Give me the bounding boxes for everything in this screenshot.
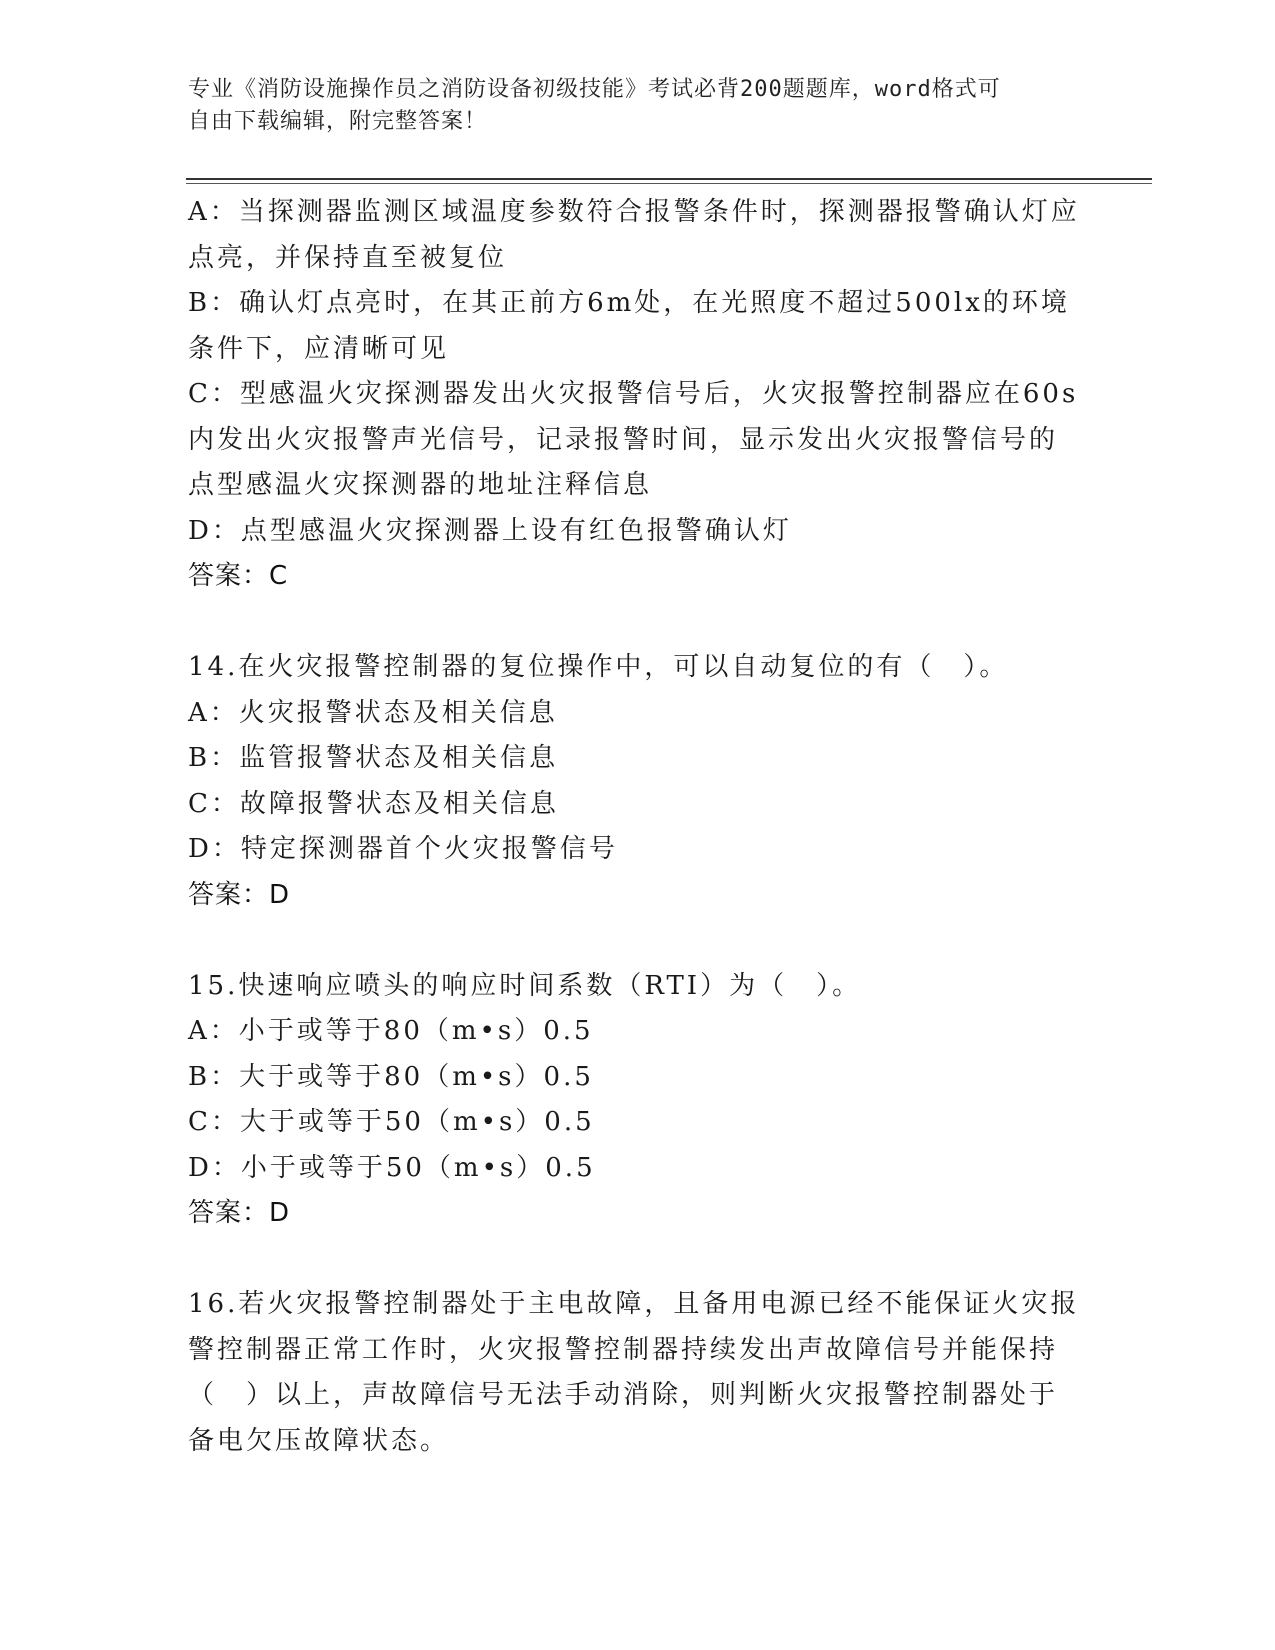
question-15-stem: 15.快速响应喷头的响应时间系数（RTI）为（ ）。 <box>188 970 862 1001</box>
option-d-line-1: D：点型感温火灾探测器上设有红色报警确认灯 <box>188 515 792 546</box>
option-d: D：小于或等于50（m•s）0.5 <box>188 1152 596 1183</box>
question-13-options <box>188 190 1078 600</box>
option-c: C：大于或等于50（m•s）0.5 <box>188 1107 595 1137</box>
question-content <box>188 190 1078 1464</box>
option-b-line-2: 条件下，应清晰可见 <box>188 333 450 364</box>
answer-15: 答案：D <box>188 1198 291 1228</box>
question-14-stem: 14.在火灾报警控制器的复位操作中，可以自动复位的有（ ）。 <box>188 652 1009 682</box>
spacer <box>188 918 1078 964</box>
question-16 <box>188 1282 1078 1464</box>
question-16-stem-line-3: （ ）以上，声故障信号无法手动消除，则判断火灾报警控制器处于 <box>188 1380 1059 1410</box>
option-c-line-3: 点型感温火灾探测器的地址注释信息 <box>188 470 653 500</box>
question-16-stem-line-1: 16.若火灾报警控制器处于主电故障，且备用电源已经不能保证火灾报 <box>188 1289 1080 1319</box>
option-b-line-1: B：确认灯点亮时，在其正前方6m处，在光照度不超过500lx的环境 <box>188 288 1070 318</box>
spacer <box>188 1237 1078 1283</box>
header-line-2: 自由下载编辑，附完整答案！ <box>188 109 488 134</box>
option-d: D：特定探测器首个火灾报警信号 <box>188 834 618 864</box>
option-b: B：监管报警状态及相关信息 <box>188 743 559 773</box>
spacer <box>188 600 1078 646</box>
page-header <box>188 74 1068 138</box>
question-14 <box>188 645 1078 918</box>
header-line-1: 专业《消防设施操作员之消防设备初级技能》考试必背200题题库，word格式可 <box>188 77 1001 102</box>
option-a: A：小于或等于80（m•s）0.5 <box>188 1016 594 1046</box>
header-divider-thick <box>186 178 1152 180</box>
option-a-line-2: 点亮，并保持直至被复位 <box>188 242 508 273</box>
answer-14: 答案：D <box>188 879 291 910</box>
option-c-line-2: 内发出火灾报警声光信号，记录报警时间，显示发出火灾报警信号的 <box>188 424 1059 455</box>
option-c-line-1: C：型感温火灾探测器发出火灾报警信号后，火灾报警控制器应在60s <box>188 379 1079 409</box>
question-16-stem-line-4: 备电欠压故障状态。 <box>188 1425 450 1456</box>
option-c: C：故障报警状态及相关信息 <box>188 788 559 819</box>
answer-13: 答案：C <box>188 561 289 591</box>
question-15 <box>188 964 1078 1237</box>
header-divider-thin <box>186 183 1152 184</box>
option-a-line-1: A：当探测器监测区域温度参数符合报警条件时，探测器报警确认灯应 <box>188 197 1080 227</box>
question-16-stem-line-2: 警控制器正常工作时，火灾报警控制器持续发出声故障信号并能保持 <box>188 1334 1059 1365</box>
option-a: A：火灾报警状态及相关信息 <box>188 697 558 728</box>
option-b: B：大于或等于80（m•s）0.5 <box>188 1061 594 1092</box>
